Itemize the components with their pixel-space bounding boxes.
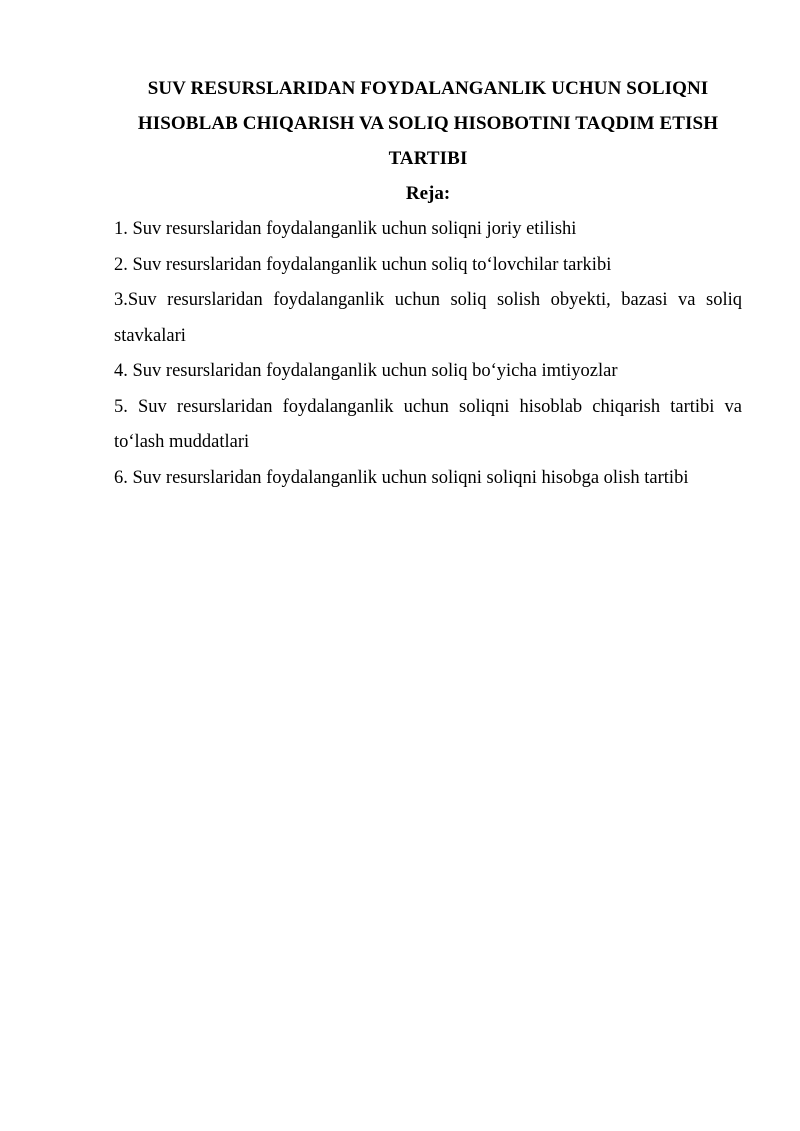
- plan-list: [114, 212, 742, 496]
- title-line-1: SUV RESURSLARIDAN FOYDALANGANLIK UCHUN SOLIQNI: [147, 78, 709, 99]
- title-line-3: TARTIBI: [388, 148, 468, 169]
- plan-item-6: 6. Suv resurslaridan foydalanganlik uchun soliqni soliqni hisobga olish tartibi: [114, 467, 689, 488]
- plan-item-2: 2. Suv resurslaridan foydalanganlik uchun soliq to‘lovchilar tarkibi: [114, 254, 612, 275]
- title-line-2: HISOBLAB CHIQARISH VA SOLIQ HISOBOTINI TAQDIM ETISH: [137, 113, 719, 134]
- plan-heading: Reja:: [405, 183, 451, 204]
- document-title: [114, 71, 742, 176]
- plan-item-4: 4. Suv resurslaridan foydalanganlik uchun soliq bo‘yicha imtiyozlar: [114, 361, 618, 381]
- plan-item-1: 1. Suv resurslaridan foydalanganlik uchun soliqni joriy etilishi: [114, 219, 577, 239]
- document-content: [114, 71, 742, 496]
- plan-item-3: 3.Suv resurslaridan foydalanganlik uchun soliq solish obyekti, bazasi va soliq stavkalari: [114, 290, 742, 346]
- plan-item-5: 5. Suv resurslaridan foydalanganlik uchun soliqni hisoblab chiqarish tartibi va to‘lash muddatlari: [114, 396, 742, 452]
